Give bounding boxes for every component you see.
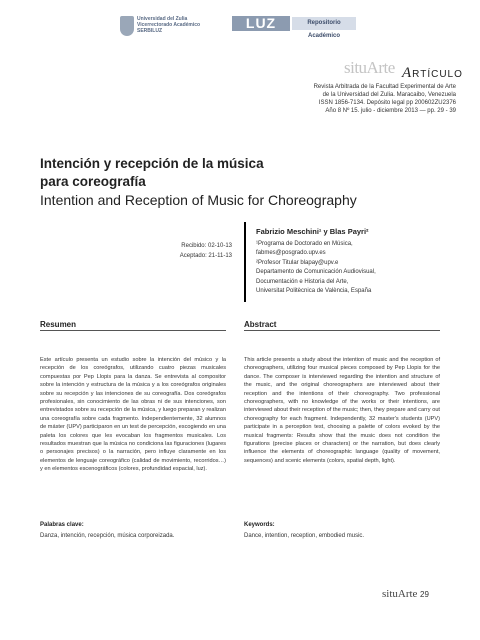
author-affiliation: ²Profesor Titular blapay@upv.e: [256, 259, 339, 266]
keywords-text: Dance, intention, reception, embodied music.: [244, 533, 365, 539]
serbiluz-label: SERBILUZ: [137, 28, 162, 34]
authors-divider-bar: [244, 222, 246, 302]
title-es-line: para coreografía: [40, 174, 146, 189]
vicerrectorado-label: Vicerrectorado Académico: [137, 22, 201, 28]
author-department: Departamento de Comunicación Audiovisual,: [256, 269, 376, 276]
journal-info: [200, 83, 456, 115]
author-affiliation: ¹Programa de Doctorado en Música,: [256, 241, 353, 247]
title-es-line: Intención y recepción de la música: [40, 156, 264, 171]
accepted-date: Aceptado: 21-11-13: [179, 253, 232, 259]
journal-issn-line: ISSN 1856-7134. Depósito legal pp 200602ZU2376: [318, 100, 456, 106]
situarte-journal-logo: [344, 58, 464, 80]
keywords-label: Keywords:: [244, 522, 275, 528]
abstract-heading: Abstract: [244, 320, 277, 329]
authors-block: [256, 226, 456, 296]
article-title-spanish: [40, 155, 440, 191]
author-department: Documentación e Historia del Arte,: [256, 278, 349, 285]
palabras-clave-text: Danza, intención, recepción, música corporeizada.: [40, 533, 175, 539]
palabras-clave-label: Palabras clave:: [40, 522, 84, 528]
journal-info-line: Revista Arbitrada de la Facultad Experimental de Arte: [313, 84, 456, 90]
resumen-divider: [40, 330, 226, 331]
abstract-divider: [244, 330, 440, 331]
page-number: 29: [420, 590, 429, 599]
abstract-body: This article presents a study about the intention of music and the reception of choreographers, utilizing four musical pieces composed by Pep Llopis for the dance. The composer is interviewed regarding the intention and structure of the music, and the original choreographers are interviewed about their reception and the intentions of their choreography. Two professional choreographers, with no knowledge of the works or their intentions, are interviewed about their reception of the music; then, they prepare and carry out choreography for each fragment. Independently, 32 master's students (UPV) participate in a perception test, choosing a palette of colors evoked by the musical fragments: Results show that the music does not condition the figurations (precise places or characters) or the narration, but does clearly influence the elements of choreographic language (quality of movement, sequences) and scenic elements (colors, spatial depth, light).: [244, 357, 440, 464]
author-email: fabmes@posgrado.upv.es: [256, 250, 326, 257]
footer-situarte-logo: situArte: [382, 588, 418, 600]
university-name: Universidad del Zulia: [137, 16, 188, 22]
resumen-heading: Resumen: [40, 320, 77, 329]
universidad-del-zulia-logo: [120, 16, 220, 36]
journal-issue-line: Año 8 Nº 15. julio - diciembre 2013 — pp. 29 - 39: [325, 108, 456, 114]
luz-wordmark: LUZ: [232, 16, 290, 31]
luz-repository-banner: [232, 15, 356, 39]
university-shield-icon: [120, 16, 134, 36]
section-label-articulo: ARTÍCULO: [402, 65, 463, 81]
received-date: Recibido: 02-10-13: [181, 243, 232, 249]
resumen-body: Este artículo presenta un estudio sobre la intención del músico y la recepción de los coreógrafos, utilizando cuatro piezas musicales compuestas por Pep Llopis para la danza. Se entrevista al compositor sobre la intención y estructura de la música y a los coreógrafos originales sobre su recepción y las intenciones de su coreografía. Dos coreógrafos profesionales, sin conocimiento de las obras ni de sus intenciones, son entrevistados sobre su recepción de la música, y luego preparan y realizan una coreografía sobre cada fragmento. Independientemente, 32 alumnos de máster (UPV) participaron en un test de percepción, escogiendo en una paleta los colores que les evocaban los fragmentos musicales. Los resultados muestran que la música no condiciona las figuraciones (lugares o personajes precisos) o la narración, pero influye claramente en los elementos de lenguaje coreográfico (calidad de movimiento, recorridos…) y en elementos escenográficos (colores, profundidad espacial, luz).: [40, 357, 226, 473]
journal-info-line: de la Universidad del Zulia. Maracaibo, Venezuela: [322, 92, 456, 98]
submission-dates: [140, 241, 232, 261]
university-logo-text: [137, 16, 200, 34]
repositorio-academico-label: Repositorio Académico: [292, 17, 356, 30]
article-title-english: Intention and Reception of Music for Choreography: [40, 192, 357, 208]
author-university: Universitat Politècnica de València, España: [256, 288, 372, 295]
situarte-wordmark: situArte: [344, 58, 395, 77]
author-names: Fabrizio Meschini¹ y Blas Payri²: [256, 227, 369, 236]
